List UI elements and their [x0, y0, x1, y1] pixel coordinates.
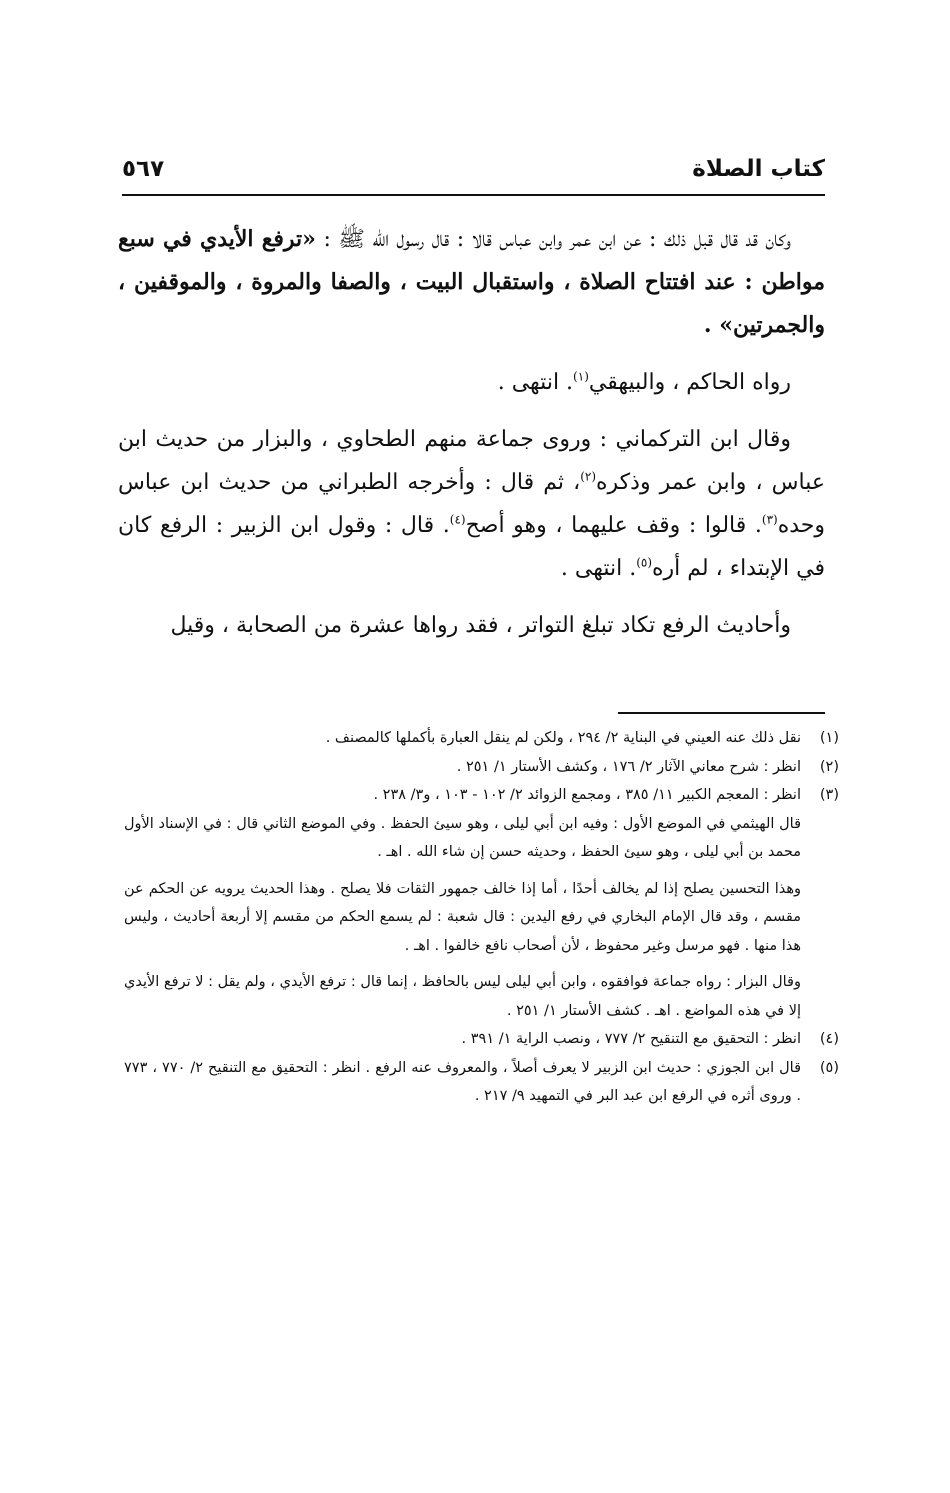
hadith-text: «ترفع الأيدي في سبع مواطن : عند افتتاح الصلاة ، واستقبال البيت ، والصفا والمروة ، والموقفين ، والجمرتين» . [118, 226, 825, 338]
footnote-3 [124, 781, 839, 1025]
footnote-text: وقال البزار : رواه جماعة فوافقوه ، وابن أبي ليلى ليس بالحافظ ، إنما قال : ترفع الأيدي ، ولم يقل : لا ترفع الأيدي إلا في هذه المواضع . اهـ . كشف الأستار ١/ ٢٥١ . [124, 974, 801, 1019]
footnote-text: نقل ذلك عنه العيني في البناية ٢/ ٢٩٤ ، ولكن لم ينقل العبارة بأكملها كالمصنف . [325, 730, 801, 746]
footnote-1 [124, 724, 839, 753]
footnote-text: انظر : المعجم الكبير ١١/ ٣٨٥ ، ومجمع الزوائد ٢/ ١٠٢ - ١٠٣ ، و٣/ ٢٣٨ . [373, 787, 801, 803]
footnote-ref-2[interactable]: (٢) [580, 469, 597, 484]
footnote-ref-3[interactable]: (٣) [761, 512, 778, 527]
running-header [122, 150, 825, 194]
footnote-ref-1[interactable]: (١) [573, 369, 589, 384]
footnote-2 [124, 753, 839, 782]
page-number: ٥٦٧ [122, 156, 165, 182]
main-text [118, 218, 825, 659]
footnote-5 [124, 1054, 839, 1111]
turkmani-text-c: . قالوا : وقف عليهما ، وهو أصح [465, 513, 762, 538]
turkmani-text-a: وقال ابن التركماني : وروى جماعة منهم الطحاوي ، والبزار من حديث ابن عباس ، وابن عمر وذكره [118, 427, 825, 495]
footnote-separator [618, 712, 825, 714]
footnote-number: (٥) [819, 1059, 839, 1076]
turkmani-text-e: . انتهى . [560, 556, 637, 581]
footnote-number: (٢) [819, 758, 839, 775]
footnote-number: (١) [819, 730, 839, 746]
paragraph-tawatur [118, 604, 825, 647]
paragraph-hadith [118, 218, 825, 347]
footnote-text: قال ابن الجوزي : حديث ابن الزبير لا يعرف أصلاً ، والمعروف عنه الرفع . انظر : التحقيق مع التنقيح ٢/ ٧٧٠ ، ٧٧٣ . وروى أثره في الرفع ابن عبد البر في التمهيد ٩/ ٢١٧ . [124, 1059, 802, 1104]
footnote-text: انظر : شرح معاني الآثار ٢/ ١٧٦ ، وكشف الأستار ١/ ٢٥١ . [456, 758, 801, 775]
hadith-intro: وكان قد قال قبل ذلك : عن ابن عمر وابن عباس قالا : قال رسول الله ﷺ : [323, 227, 792, 252]
footnote-ref-5[interactable]: (٥) [636, 555, 653, 570]
tawatur-text: وأحاديث الرفع تكاد تبلغ التواتر ، فقد رواها عشرة من الصحابة ، وقيل [170, 613, 791, 638]
header-rule [122, 194, 825, 196]
footnote-number: (٣) [819, 787, 839, 803]
turkmani-text-b: ، ثم قال : وأخرجه الطبراني من حديث ابن عباس وحده [118, 470, 826, 538]
footnote-4 [124, 1025, 839, 1054]
turkmani-text-d: . قال : وقول ابن الزبير : الرفع كان في الإبتداء ، لم أره [118, 513, 825, 581]
paragraph-narration [118, 361, 825, 404]
footnote-text: قال الهيثمي في الموضع الأول : وفيه ابن أبي ليلى ، وهو سيئ الحفظ . وفي الموضع الثاني قال : في الإسناد الأول محمد بن أبي ليلى ، وهو سيئ الحفظ ، وحديثه حسن إن شاء الله . اهـ . [124, 815, 801, 860]
footnote-text: وهذا التحسين يصلح إذا لم يخالف أحدًا ، أما إذا خالف جمهور الثقات فلا يصلح . وهذا الحديث يرويه عن الحكم عن مقسم ، وقد قال الإمام البخاري في رفع اليدين : قال شعبة : لم يسمع الحكم من مقسم إلا أربعة أحاديث ، وليس هذا منها . فهو مرسل وغير محفوظ ، لأن أصحاب نافع خالفوا . اهـ . [124, 880, 801, 954]
footnote-text: انظر : التحقيق مع التنقيح ٢/ ٧٧٧ ، ونصب الراية ١/ ٣٩١ . [461, 1031, 801, 1047]
narration-end: . انتهى . [497, 370, 574, 395]
footnote-number: (٤) [819, 1031, 839, 1047]
book-title: كتاب الصلاة [692, 156, 825, 182]
footnote-ref-4[interactable]: (٤) [449, 512, 466, 527]
narration-text: رواه الحاكم ، والبيهقي [588, 370, 791, 395]
footnotes [124, 724, 839, 1111]
paragraph-turkmani [118, 418, 825, 590]
